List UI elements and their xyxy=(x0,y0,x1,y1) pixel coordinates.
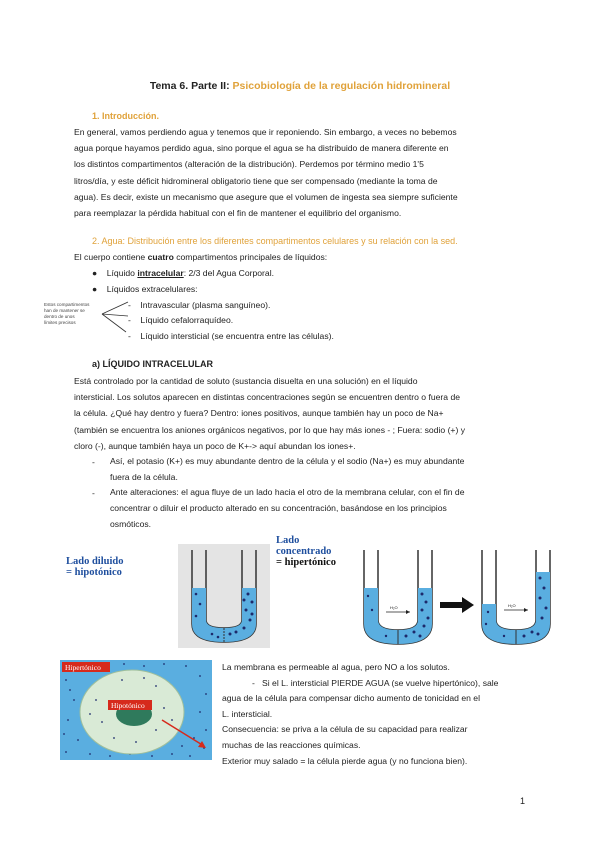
text-line: agua). Es decir, existe un mecanismo que asegure que el volumen de ingesta sea siempre suficiente xyxy=(74,191,458,202)
text-line: Consecuencia: se priva a la célula de su capacidad para realizar xyxy=(222,724,468,735)
diluted-side-label: Lado diluido = hipotónico xyxy=(66,556,124,578)
side-note: Estos compartimentos han de mantener se dentro de unos límites precisos xyxy=(44,302,90,325)
text-line: cloro (-), aunque también haya un poco de K+-> aquí abundan los iones+. xyxy=(74,440,356,451)
water-flow-label: H₂O xyxy=(390,605,398,610)
text-line: En general, vamos perdiendo agua y tenemos que ir reponiendo. Sin embargo, a veces no bebemos xyxy=(74,127,457,137)
u-tube-illustration-1 xyxy=(178,544,270,648)
hypotonic-label: Hipotónico xyxy=(111,701,145,710)
section-1-body xyxy=(74,124,528,221)
section-2-heading: 2. Agua: Distribución entre los diferentes compartimentos celulares y su relación con la sed. xyxy=(92,236,458,246)
page-title xyxy=(0,80,600,92)
section-2-intro: El cuerpo contiene cuatro compartimentos principales de líquidos: xyxy=(74,252,328,262)
text-line: La membrana es permeable al agua, pero NO a los solutos. xyxy=(222,662,450,672)
text-line: (también se encuentra los aniones orgánicos negativos, por lo que hay más iones - ; Fuera: sodio (+) y xyxy=(74,424,465,435)
text-line: Está controlado por la cantidad de soluto (sustancia disuelta en una solución) en el líquido xyxy=(74,376,418,386)
dash-item: - xyxy=(92,457,95,467)
text-line: para reemplazar la pérdida habitual con el fin de mantener el equilibrio del organismo. xyxy=(74,208,402,219)
u-tube-illustration-2 xyxy=(356,548,440,648)
text-line: la célula. ¿Qué hay dentro y fuera? Dentro: iones positivos, aunque también hay un poco de Na+ xyxy=(74,408,444,419)
transition-arrow-icon xyxy=(438,596,476,614)
text-line: agua porque hayamos perdido agua, sino porque el agua se ha distribuido de manera diferente en xyxy=(74,143,449,154)
page-number: 1 xyxy=(520,796,526,806)
section-a-body xyxy=(74,373,528,454)
bullet-icon: ● xyxy=(92,284,98,294)
text-line: muchas de las reacciones químicas. xyxy=(222,739,361,750)
concentrated-side-label: Lado concentrado = hipertónico xyxy=(276,535,336,568)
text-line: los distintos compartimentos (alteración de la distribución). Perdemos por término medio 1'5 xyxy=(74,159,424,170)
title-main: Psicobiología de la regulación hidromineral xyxy=(232,80,451,92)
text-line: intersticial. Los solutos aparecen en distintas concentraciones según se encuentren dentro o fuera de xyxy=(74,392,461,403)
hypertonic-label: Hipertónico xyxy=(65,663,101,672)
bullet-icon: ● xyxy=(92,268,98,278)
sub-list-item: - Líquido intersticial (se encuentra entre las células). xyxy=(128,331,334,341)
sub-list-item: - Líquido cefalorraquídeo. xyxy=(128,315,234,325)
list-item: ● Líquidos extracelulares: xyxy=(92,284,198,294)
section-a-heading: a) LÍQUIDO INTRACELULAR xyxy=(92,359,213,369)
sub-list-item: - Intravascular (plasma sanguíneo). xyxy=(128,300,271,310)
section-1-heading: 1. Introducción. xyxy=(92,111,160,121)
dash-item-text: Ante alteraciones: el agua fluye de un lado hacia el otro de la membrana celular, con el fin de concentrar o diluir el producto alterado en su concentración, basándose en los principios osmóticos. xyxy=(110,487,465,530)
text-line: agua de la célula para compensar dicho aumento de tonicidad en el xyxy=(222,693,480,704)
text-line: Exterior muy salado = la célula pierde agua (y no funciona bien). xyxy=(222,755,468,766)
list-item: ● Líquido intracelular: 2/3 del Agua Corporal. xyxy=(92,268,274,278)
title-prefix: Tema 6. Parte II: xyxy=(149,80,233,92)
text-line: - Si el L. intersticial PIERDE AGUA (se vuelve hipertónico), sale xyxy=(252,677,499,688)
water-flow-label: H₂O xyxy=(508,603,516,608)
side-note-arrows xyxy=(100,296,134,340)
cell-illustration xyxy=(60,660,212,760)
cell-description xyxy=(222,660,528,769)
text-line: litros/día, y este déficit hidromineral obligatorio tiene que ser compensado (mediante la toma de xyxy=(74,175,438,186)
dash-item-text: Así, el potasio (K+) es muy abundante dentro de la célula y el sodio (Na+) es muy abundante fuera de la célula. xyxy=(110,456,465,483)
text-line: L. intersticial. xyxy=(222,708,273,719)
u-tube-illustration-3 xyxy=(474,548,558,648)
dash-item: - xyxy=(92,488,95,498)
